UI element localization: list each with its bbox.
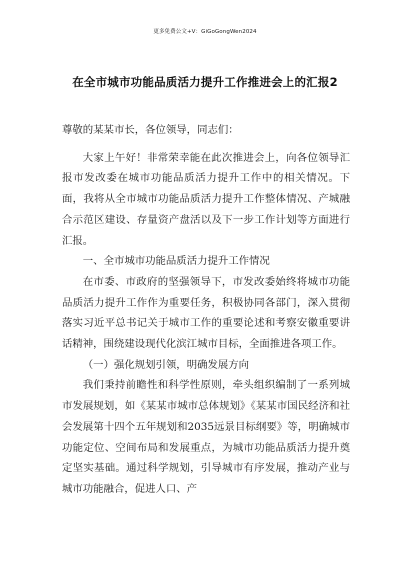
paragraph-intro: 大家上午好！非常荣幸能在此次推进会上，向各位领导汇报市发改委在城市功能品质活力提升工作中的相关情况。下面，我将从全市城市功能品质活力提升工作整体情况、产城融合示范区建设、存量资产盘活以及下一步工作计划等方面进行汇报。 <box>62 151 350 247</box>
section-heading-1: 一、全市城市功能品质活力提升工作情况 <box>82 255 270 268</box>
greeting: 尊敬的某某市长，各位领导，同志们： <box>62 124 239 136</box>
paragraph-planning: 我们秉持前瞻性和科学性原则，牵头组织编制了一系列城市发展规划，如《某某市城市总体规划》《某某市国民经济和社会发展第十四个五年规划和2035远景目标纲要》等，明确城市功能定位、空间布局和发展重点，为城市功能品质活力提升奠定坚实基础。通过科学规划，引导城市有序发展，推动产业与城市功能融合，促进人口、产 <box>62 379 350 495</box>
paragraph-overview: 在市委、市政府的坚强领导下，市发改委始终将城市功能品质活力提升工作作为重要任务，积极协同各部门，深入贯彻落实习近平总书记关于城市工作的重要论述和考察安徽重要讲话精神，围绕建设现代化滨江城市目标，全面推进各项工作。 <box>62 275 350 351</box>
document-body <box>62 120 350 500</box>
subsection-heading-1: （一）强化规划引领，明确发展方向 <box>82 358 250 371</box>
document-title: 在全市城市功能品质活力提升工作推进会上的汇报2 <box>72 75 338 89</box>
header-note: 更多免费公文+V：GiGoGongWen2024 <box>153 29 257 35</box>
